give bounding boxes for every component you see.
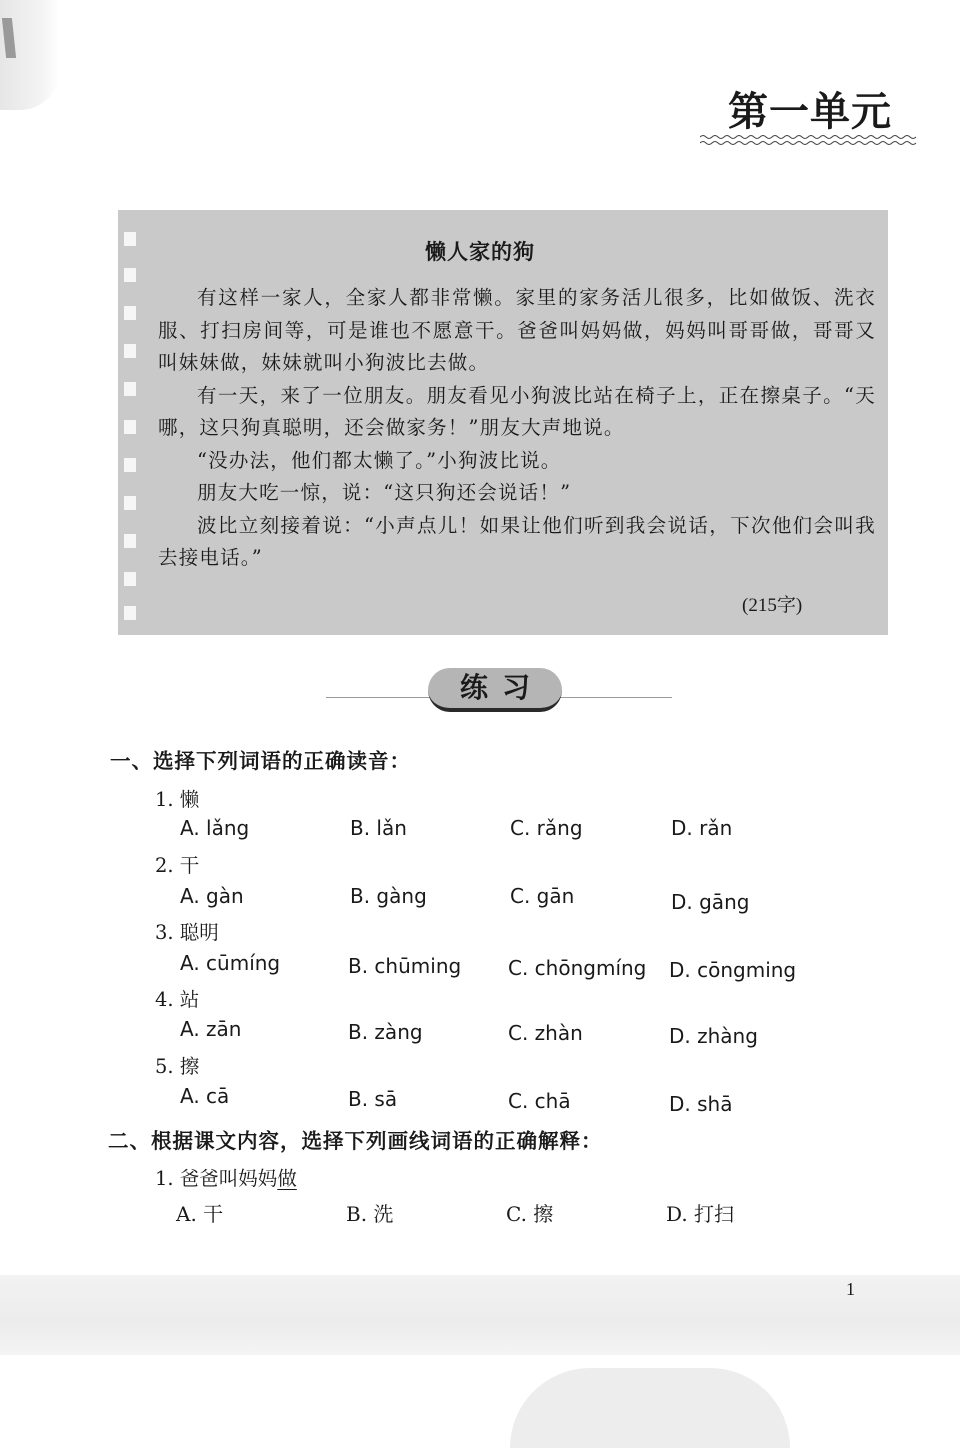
page-number: 1 [846,1279,855,1299]
reading-paragraph: 有这样一家人，全家人都非常懒。家里的家务活儿很多，比如做饭、洗衣服、打扫房间等，可是谁也不愿意干。爸爸叫妈妈做，妈妈叫哥哥做，哥哥又叫妹妹做，妹妹就叫小狗波比去做。 [158,286,876,374]
option-a[interactable]: A. lǎng [180,816,250,840]
option-a[interactable]: A. cūmíng [180,951,281,975]
film-hole [124,344,136,358]
option-b[interactable]: B. gàng [350,884,427,908]
option-b[interactable]: B. chūming [348,954,462,978]
reading-body [158,282,876,575]
section-heading: 一、选择下列词语的正确读音： [110,749,411,773]
question-stem: 5. 擦 [155,1055,200,1078]
option-a[interactable]: A. cā [180,1084,230,1108]
option-a[interactable]: A. 干 [176,1202,224,1226]
option-c[interactable]: C. gān [510,884,575,908]
film-hole [124,606,136,620]
question-stem-prefix: 1. 爸爸叫妈妈 [155,1167,278,1190]
reading-paragraph: 朋友大吃一惊，说：“这只狗还会说话！” [197,481,572,504]
scan-bottom-band [0,1275,960,1355]
practice-badge: 练习 [428,668,562,712]
film-hole [124,458,136,472]
reading-paragraph: 有一天，来了一位朋友。朋友看见小狗波比站在椅子上，正在擦桌子。“天哪，这只狗真聪明，还会做家务！”朋友大声地说。 [158,383,876,439]
word-count: (215字) [742,595,803,616]
option-d[interactable]: D. cōngming [669,958,797,982]
option-d[interactable]: D. gāng [671,890,750,914]
option-d[interactable]: D. 打扫 [666,1202,735,1226]
watermark-blob [510,1368,790,1448]
option-c[interactable]: C. 擦 [506,1202,554,1226]
divider-line-left [326,697,430,698]
underlined-word: 做 [277,1167,297,1190]
option-c[interactable]: C. rǎng [510,816,583,840]
option-d[interactable]: D. shā [669,1092,733,1116]
reading-title: 懒人家的狗 [425,240,535,264]
option-c[interactable]: C. chā [508,1089,571,1113]
section-heading: 二、根据课文内容，选择下列画线词语的正确解释： [108,1129,603,1153]
reading-paragraph: 波比立刻接着说：“小声点儿！如果让他们听到我会说话，下次他们会叫我去接电话。” [158,513,876,569]
film-hole [124,268,136,282]
film-hole [124,572,136,586]
film-hole [124,496,136,510]
option-d[interactable]: D. zhàng [669,1024,758,1048]
question-options [180,816,880,846]
film-hole [124,420,136,434]
option-c[interactable]: C. zhàn [508,1021,583,1045]
question-options [180,1017,880,1047]
option-b[interactable]: B. lǎn [350,816,407,840]
question-options [176,1198,880,1228]
question-stem: 3. 聪明 [155,921,219,944]
question-options [180,1084,880,1114]
divider-line-right [560,697,672,698]
film-hole [124,306,136,320]
question-stem [155,1163,297,1191]
option-a[interactable]: A. zān [180,1017,242,1041]
question-options [180,884,880,914]
question-options [180,951,880,981]
reading-paragraph: “没办法，他们都太懒了。”小狗波比说。 [197,448,562,472]
film-strip-holes [124,230,140,630]
option-b[interactable]: B. zàng [348,1020,423,1044]
unit-title: 第一单元 [728,88,892,135]
option-d[interactable]: D. rǎn [671,816,733,840]
film-hole [124,534,136,548]
option-b[interactable]: B. sā [348,1087,398,1111]
option-c[interactable]: C. chōngmíng [508,956,647,980]
film-hole [124,382,136,396]
option-a[interactable]: A. gàn [180,884,244,908]
option-b[interactable]: B. 洗 [346,1202,394,1226]
question-stem: 2. 干 [155,854,200,877]
question-stem: 1. 懒 [155,788,200,811]
wavy-underline-decoration [700,133,918,147]
question-stem: 4. 站 [155,988,200,1011]
